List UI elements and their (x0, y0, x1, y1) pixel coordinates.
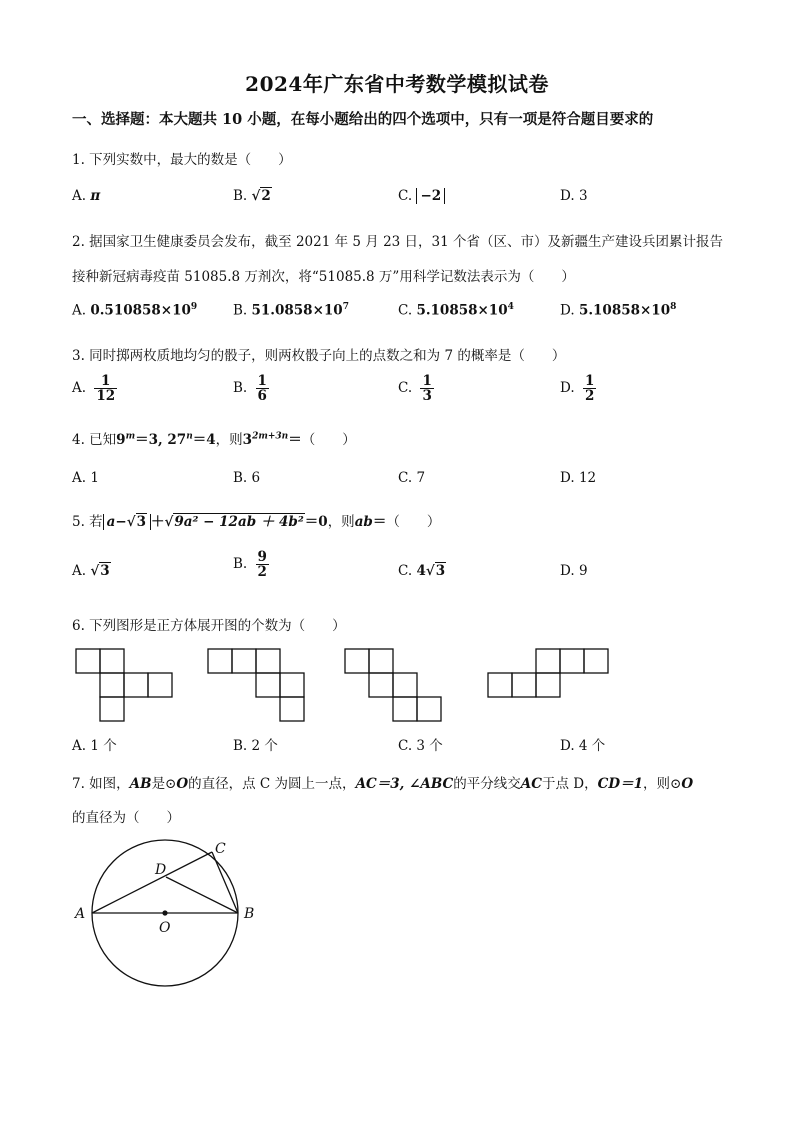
page-title: 2024年广东省中考数学模拟试卷 (245, 72, 549, 96)
section-heading: 一、选择题：本大题共 10 小题，在每小题给出的四个选项中，只有一项是符合题目要求的 (72, 111, 654, 128)
q4-option-a: A. 1 (72, 470, 99, 486)
question-6: 6. 下列图形是正方体展开图的个数为（ ） (72, 618, 346, 634)
question-4: 4. 已知$9^m=3$, $27^n=4$，则$3^{2m+3n}=$（ ） (72, 431, 356, 448)
q3-option-a: A. $\frac{1}{12}$ (72, 373, 116, 405)
q2-option-b: B. $51.0858\times 10^7$ (233, 302, 349, 319)
label-d: D (155, 862, 167, 878)
q5-option-d: D. 9 (560, 563, 588, 579)
q3-option-c: C. $\frac{1}{3}$ (398, 373, 432, 405)
q3-option-d: D. $\frac{1}{2}$ (560, 373, 595, 405)
q5-option-c: C. 4√3 (398, 563, 446, 579)
q2-option-c: C. $5.10858\times 10^4$ (398, 302, 514, 319)
question-5: 5. 若 a−√3 ＋√9a² − 12ab ＋ 4b²＝0，则ab＝（ ） (72, 514, 441, 530)
question-2-line-2: 接种新冠病毒疫苗 51085.8 万剂次，将“51085.8 万”用科学记数法表示为（ ） (72, 269, 575, 285)
q2-option-d: D. $5.10858\times 10^8$ (560, 302, 677, 319)
question-3: 3. 同时掷两枚质地均匀的骰子，则两枚骰子向上的点数之和为 7 的概率是（ ） (72, 348, 566, 364)
label-a: A (75, 906, 86, 922)
question-1: 1. 下列实数中，最大的数是（ ） (72, 152, 292, 168)
q6-option-b: B. 2 个 (233, 738, 278, 754)
q5-option-b: B. $\frac{9}{2}$ (233, 549, 267, 581)
question-7-line-1: 7. 如图，AB是⊙O的直径，点 C 为圆上一点，AC＝3, ∠ABC的平分线交AC于点 D，CD＝1，则⊙O (72, 776, 694, 792)
segment-ac (92, 852, 212, 913)
q5-option-a: A. √3 (72, 563, 110, 579)
q2-option-a: A. $0.510858\times 10^9$ (72, 302, 198, 319)
label-b: B (244, 906, 255, 922)
q6-option-c: C. 3 个 (398, 738, 443, 754)
question-2-line-1: 2. 据国家卫生健康委员会发布，截至 2021 年 5 月 23 日，31 个省（区、市）及新疆生产建设兵团累计报告 (72, 234, 724, 250)
q3-option-b: B. $\frac{1}{6}$ (233, 373, 267, 405)
q4-option-c: C. 7 (398, 470, 426, 486)
question-7-line-2: 的直径为（ ） (72, 810, 180, 826)
q4-option-d: D. 12 (560, 470, 597, 486)
q1-option-a: A. π (72, 188, 101, 204)
segment-cb (212, 852, 238, 913)
segment-bd (166, 877, 238, 913)
q4-option-b: B. 6 (233, 470, 261, 486)
q1-option-d: D. 3 (560, 188, 588, 204)
q1-option-b: B. √2 (233, 188, 271, 204)
center-point (162, 910, 167, 915)
q6-option-a: A. 1 个 (72, 738, 117, 754)
label-o: O (159, 920, 171, 936)
q6-option-d: D. 4 个 (560, 738, 606, 754)
q1-option-c: C. −2 (398, 188, 445, 204)
label-c: C (215, 841, 226, 857)
